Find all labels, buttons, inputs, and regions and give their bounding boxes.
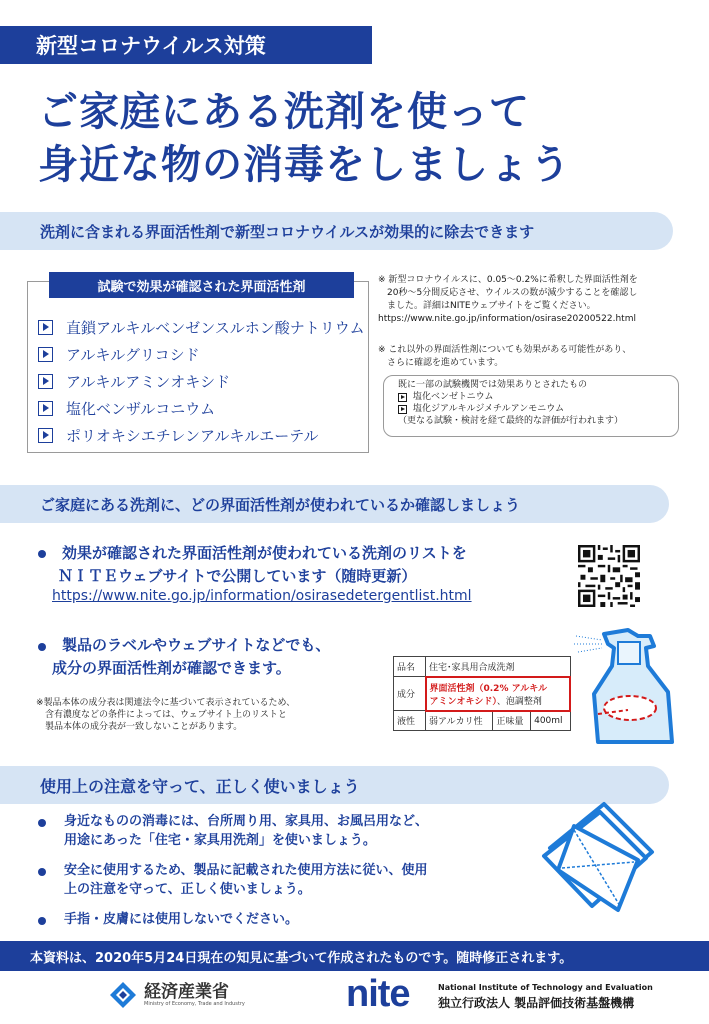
list-item: 塩化ベンゼトニウム xyxy=(398,391,678,403)
product-label-table xyxy=(393,656,571,731)
nite-logo: nite xyxy=(346,973,410,1015)
table-row: 品名 住宅･家具用合成洗剤 xyxy=(394,657,571,677)
bullet-icon xyxy=(38,643,46,651)
meti-english-name: Ministry of Economy, Trade and Industry xyxy=(144,1001,245,1007)
list-item: 塩化ベンザルコニウム xyxy=(38,395,365,421)
play-marker-icon xyxy=(38,320,53,335)
bullet-icon xyxy=(38,819,46,827)
bullet-icon xyxy=(38,868,46,876)
label-check-text: 製品のラベルやウェブサイトなどでも、 成分の界面活性剤が確認できます。 xyxy=(52,636,331,677)
play-marker-icon xyxy=(398,393,407,402)
section-bar-check-detergent: ご家庭にある洗剤に、どの界面活性剤が使われているか確認しましょう xyxy=(0,485,669,523)
osirase-link[interactable]: https://www.nite.go.jp/information/osirase20200522.html xyxy=(378,314,636,324)
detergent-list-link[interactable]: https://www.nite.go.jp/information/osirasedetergentlist.html xyxy=(52,588,472,604)
table-row: 成分 界面活性剤（0.2% アルキル アミンオキシド）、泡調整剤 xyxy=(394,677,571,711)
test-note: ※ 新型コロナウイルスに、0.05〜0.2%に希釈した界面活性剤を 20秒〜5分間反応させ、ウイルスの数が減少することを確認し ました。詳細はNITEウェブサイトをご覧ください。 https://www.nite.go.jp/information/osirase20200522.html xyxy=(378,274,683,326)
surfactant-list xyxy=(38,314,365,449)
meti-logo xyxy=(108,980,245,1010)
further-study-note: ※ これ以外の界面活性剤についても効果がある可能性があり、 さらに確認を進めています。 xyxy=(378,345,632,368)
ingredient-disclaimer: ※製品本体の成分表は関連法令に基づいて表示されているため、 含有濃度などの条件によっては、ウェブサイト上のリストと 製品本体の成分表が一致しないことがあります。 xyxy=(36,698,296,732)
spray-bottle-icon xyxy=(568,622,686,752)
play-marker-icon xyxy=(38,347,53,362)
play-marker-icon xyxy=(38,401,53,416)
nite-japanese-name: 独立行政法人 製品評価技術基盤機構 xyxy=(438,996,635,1010)
tested-surfactants-title: 試験で効果が確認された界面活性剤 xyxy=(49,272,354,298)
title-line-1: ご家庭にある洗剤を使って xyxy=(38,89,530,135)
campaign-badge: 新型コロナウイルス対策 xyxy=(0,26,372,64)
play-marker-icon xyxy=(398,405,407,414)
meti-name: 経済産業省 xyxy=(144,982,229,1002)
list-item: 直鎖アルキルベンゼンスルホン酸ナトリウム xyxy=(38,314,365,340)
nite-name-block xyxy=(438,983,653,1011)
play-marker-icon xyxy=(38,428,53,443)
bullet-icon xyxy=(38,550,46,558)
section-bar-surfactant-effect: 洗剤に含まれる界面活性剤で新型コロナウイルスが効果的に除去できます xyxy=(0,212,673,250)
play-marker-icon xyxy=(38,374,53,389)
caution-item-3: 手指・皮膚には使用しないでください。 xyxy=(64,912,299,927)
caution-item-1: 身近なものの消毒には、台所周り用、家具用、お風呂用など、 用途にあった「住宅・家具用洗剤」を使いましょう。 xyxy=(64,814,429,848)
list-item: 塩化ジアルキルジメチルアンモニウム xyxy=(398,403,678,415)
caution-item-2: 安全に使用するため、製品に記載された使用方法に従い、使用 上の注意を守って、正しく使いましょう。 xyxy=(64,863,428,897)
nite-english-name: National Institute of Technology and Evaluation xyxy=(438,983,653,992)
title-line-2: 身近な物の消毒をしましょう xyxy=(38,142,571,188)
section-bar-usage-caution: 使用上の注意を守って、正しく使いましょう xyxy=(0,766,669,804)
cleaning-cloth-icon xyxy=(528,790,668,930)
meti-logo-icon xyxy=(108,980,138,1010)
footer-notice: 本資料は、2020年5月24日現在の知見に基づいて作成されたものです。随時修正されます。 xyxy=(0,941,709,971)
bullet-icon xyxy=(38,917,46,925)
list-publication-text: 効果が確認された界面活性剤が使われている洗剤のリストを ＮＩＴＥウェブサイトで公開しています（随時更新） xyxy=(58,544,467,585)
page-title xyxy=(38,86,571,192)
list-item: アルキルアミンオキシド xyxy=(38,368,365,394)
other-agents-box: 既に一部の試験機関では効果ありとされたもの 塩化ベンゼトニウム 塩化ジアルキルジメチルアンモニウム （更なる試験・検討を経て最終的な評価が行われます） xyxy=(383,375,679,437)
list-item: ポリオキシエチレンアルキルエーテル xyxy=(38,422,365,448)
qr-code-icon[interactable] xyxy=(578,545,640,607)
table-row: 液性 弱アルカリ性 正味量 400ml xyxy=(394,711,571,731)
list-item: アルキルグリコシド xyxy=(38,341,365,367)
